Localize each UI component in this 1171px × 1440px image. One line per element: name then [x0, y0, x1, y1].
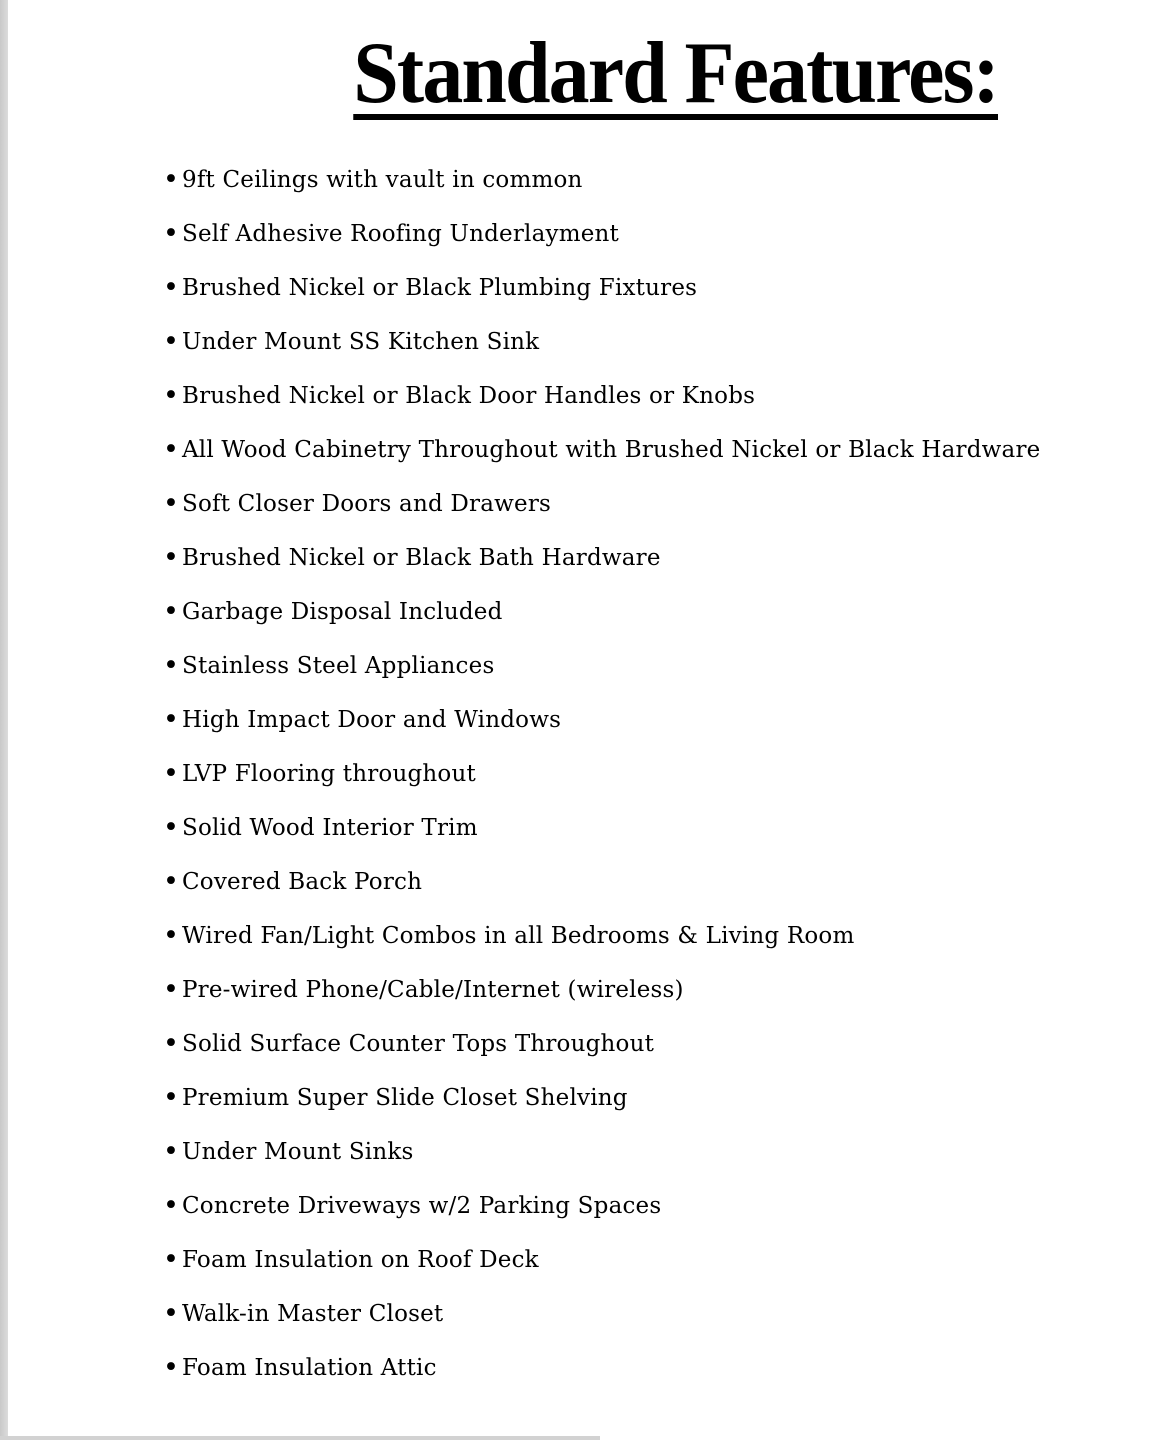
page-title: Standard Features:	[353, 25, 998, 122]
list-item: • Pre-wired Phone/Cable/Internet (wireless)	[182, 979, 1048, 1002]
list-item: • Premium Super Slide Closet Shelving	[182, 1087, 1048, 1110]
list-item: • Soft Closer Doors and Drawers	[182, 493, 1048, 516]
list-item: • LVP Flooring throughout	[182, 763, 1048, 786]
list-item: • Self Adhesive Roofing Underlayment	[182, 223, 1048, 246]
list-item: • Brushed Nickel or Black Plumbing Fixtures	[182, 277, 1048, 300]
list-item: • High Impact Door and Windows	[182, 709, 1048, 732]
list-item: • Garbage Disposal Included	[182, 601, 1048, 624]
list-item: • Under Mount SS Kitchen Sink	[182, 331, 1048, 354]
title-container	[180, 25, 1171, 122]
list-item: • Walk-in Master Closet	[182, 1303, 1048, 1326]
list-item: • Brushed Nickel or Black Bath Hardware	[182, 547, 1048, 570]
list-item: • Solid Surface Counter Tops Throughout	[182, 1033, 1048, 1056]
list-item: • Concrete Driveways w/2 Parking Spaces	[182, 1195, 1048, 1218]
list-item: • Brushed Nickel or Black Door Handles or Knobs	[182, 385, 1048, 408]
viewer-left-edge	[0, 0, 8, 1440]
list-item: • Foam Insulation Attic	[182, 1357, 1048, 1380]
list-item: • Solid Wood Interior Trim	[182, 817, 1048, 840]
features-list	[8, 169, 1048, 1411]
list-item: • 9ft Ceilings with vault in common	[182, 169, 1048, 192]
list-item: • Foam Insulation on Roof Deck	[182, 1249, 1048, 1272]
viewer-bottom-edge	[0, 1436, 600, 1440]
list-item: • Covered Back Porch	[182, 871, 1048, 894]
list-item: • Wired Fan/Light Combos in all Bedrooms & Living Room	[182, 925, 1048, 948]
list-item: • All Wood Cabinetry Throughout with Brushed Nickel or Black Hardware	[182, 439, 1048, 462]
list-item: • Stainless Steel Appliances	[182, 655, 1048, 678]
list-item: • Under Mount Sinks	[182, 1141, 1048, 1164]
document-page	[8, 0, 1171, 1436]
